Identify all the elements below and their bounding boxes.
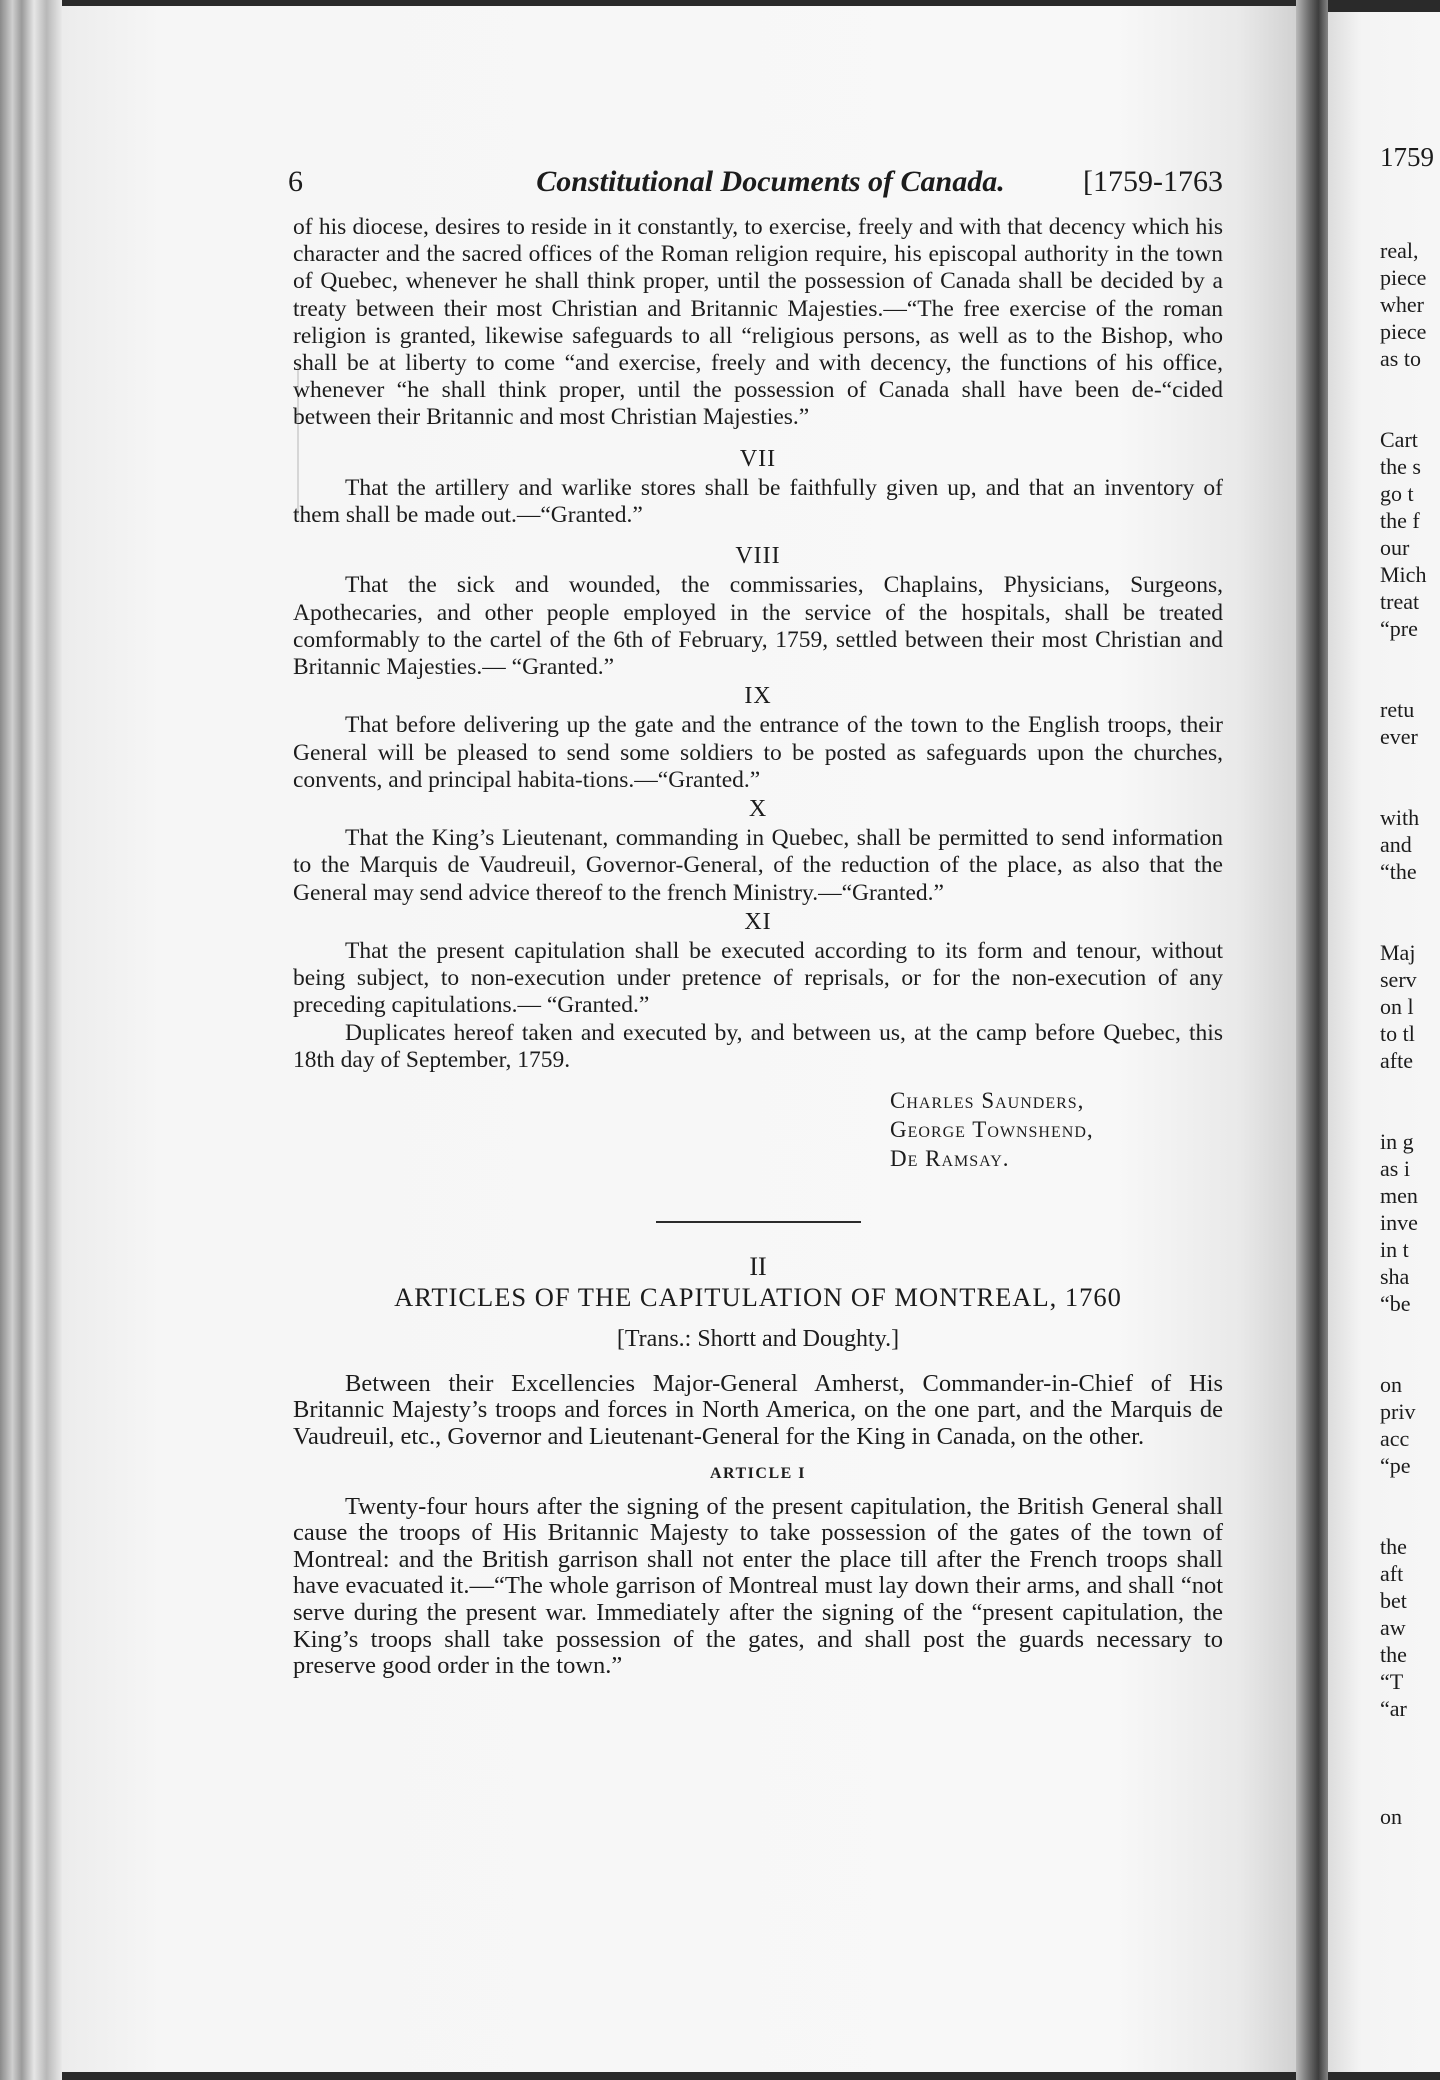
facing-page-line: on <box>1380 1804 1402 1829</box>
facing-page-line <box>1380 1776 1440 1803</box>
facing-page-line <box>1380 777 1440 804</box>
facing-page-line: aw <box>1380 1615 1406 1640</box>
facing-page-line: Mich <box>1380 562 1427 587</box>
signatory: Charles Saunders, <box>890 1088 1085 1114</box>
facing-page-line: “the <box>1380 859 1417 884</box>
facing-page-line <box>1380 399 1440 426</box>
facing-page-line: and <box>1380 832 1412 857</box>
section-number: X <box>748 796 768 823</box>
facing-page-line: the <box>1380 1642 1407 1667</box>
section-text: That the present capitulation shall be executed according to its form and tenour, without being subject, to non-execution under pretence of reprisals, or for the non-execution of any preceding capitulations.— “Granted.” <box>293 938 1223 1019</box>
facing-page-line: treat <box>1380 589 1420 614</box>
facing-page-line <box>1380 1317 1440 1344</box>
facing-page-line <box>1380 912 1440 939</box>
section-number: IX <box>744 683 772 710</box>
book-left-edge <box>0 0 62 2080</box>
facing-page-line: the f <box>1380 508 1420 533</box>
signatories <box>890 1086 1223 1173</box>
facing-page-line <box>1380 669 1440 696</box>
facing-page-line: “be <box>1380 1291 1411 1316</box>
facing-page-line: Maj <box>1380 940 1416 965</box>
facing-page-line <box>1380 1344 1440 1371</box>
facing-page-line <box>1380 885 1440 912</box>
facing-page-line: acc <box>1380 1426 1410 1451</box>
section-text: That the artillery and warlike stores shall be faithfully given up, and that an inventory of them shall be made out.—“Granted.” <box>293 474 1223 529</box>
section-number: VIII <box>735 543 781 570</box>
book-title: Constitutional Documents of Canada. <box>536 165 1005 198</box>
facing-page-line: go t <box>1380 481 1414 506</box>
facing-page-line: piece <box>1380 319 1427 344</box>
facing-page-line: on l <box>1380 994 1414 1019</box>
section-text: That the sick and wounded, the commissaries, Chaplains, Physicians, Surgeons, Apothecaries, and other people employed in the service of the hospitals, shall be treated comformably to the cartel of the 6th of February, 1759, settled between their most Christian and Britannic Majesties.— “Granted.” <box>293 572 1223 681</box>
facing-page-line: on <box>1380 1372 1402 1397</box>
facing-page-line: our <box>1380 535 1410 560</box>
facing-page-line: aft <box>1380 1561 1404 1586</box>
facing-page-line: as to <box>1380 346 1421 371</box>
facing-page-line: men <box>1380 1183 1418 1208</box>
page-number: 6 <box>288 165 303 198</box>
facing-page-line: sha <box>1380 1264 1410 1289</box>
document-number: II <box>749 1252 767 1282</box>
section-text: That before delivering up the gate and the entrance of the town to the English troops, their General will be pleased to send some soldiers to be posted as safeguards upon the churches, convents, and principal habita-tions.—“Granted.” <box>293 712 1223 793</box>
article-text: Twenty-four hours after the signing of the present capitulation, the British General shall cause the troops of His Britannic Majesty to take possession of the gates of the town of Montreal: and the British garrison shall not enter the place till after the French troops shall have evacuated it.—“The whole garrison of Montreal must lay down their arms, and shall “not serve during the present war. Immediately after the signing of the “present capitulation, the King’s troops shall take possession of the gates, and shall post the guards necessary to preserve good order in the town.” <box>293 1492 1223 1680</box>
page-content <box>288 165 1223 1680</box>
facing-page-line <box>1380 1101 1440 1128</box>
duplicates-paragraph: Duplicates hereof taken and executed by, and between us, at the camp before Quebec, this 18th day of September, 1759. <box>293 1019 1223 1073</box>
facing-page-line: retu <box>1380 697 1415 722</box>
date-range: [1759-1763 <box>1083 165 1223 198</box>
facing-page-line: in g <box>1380 1129 1414 1154</box>
facing-page-line: “ar <box>1380 1696 1407 1721</box>
facing-page <box>1328 12 1440 2072</box>
facing-page-line: ever <box>1380 724 1418 749</box>
facing-page-line: afte <box>1380 1048 1413 1073</box>
facing-page-line: serv <box>1380 967 1417 992</box>
facing-page-line: “T <box>1380 1669 1404 1694</box>
facing-page-line: wher <box>1380 292 1424 317</box>
facing-page-line <box>1380 1074 1440 1101</box>
translation-note: [Trans.: Shortt and Doughty.] <box>616 1325 900 1352</box>
facing-page-line: with <box>1380 805 1420 830</box>
facing-page-line: Cart <box>1380 427 1418 452</box>
facing-page-line <box>1380 1722 1440 1749</box>
signatory: George Townshend, <box>890 1117 1094 1143</box>
section-text: That the King’s Lieutenant, commanding in Quebec, shall be permitted to send information to the Marquis de Vaudreuil, Governor-General, of the reduction of the place, as also that the General may send advice thereof to the french Ministry.—“Granted.” <box>293 825 1223 906</box>
facing-page-header: 1759 <box>1380 142 1434 172</box>
section-number: XI <box>744 908 772 935</box>
facing-page-line <box>1380 1749 1440 1776</box>
book-gutter <box>1296 0 1328 2080</box>
facing-page-line: as i <box>1380 1156 1410 1181</box>
running-head <box>288 165 1223 208</box>
article-heading: ARTICLE I <box>709 1465 807 1483</box>
facing-page-line: to tl <box>1380 1021 1415 1046</box>
section-divider <box>656 1221 861 1223</box>
facing-page-line <box>1380 642 1440 669</box>
signatory: De Ramsay. <box>890 1146 1010 1172</box>
facing-page-line <box>1380 372 1440 399</box>
facing-page-line: bet <box>1380 1588 1407 1613</box>
continuation-paragraph: of his diocese, desires to reside in it constantly, to exercise, freely and with that decency which his character and the sacred offices of the Roman religion require, his episcopal authority in the town of Quebec, whenever he shall think proper, until the possession of Canada shall be decided by a treaty between their most Christian and Britannic Majesties.—“The free exercise of the roman religion is granted, likewise safeguards to all “religious persons, as well as to the Bishop, who shall be at liberty to come “and exercise, freely and with decency, the functions of his office, whenever “he shall think proper, until the possession of Canada shall have been de-“cided between their Britannic and most Christian Majesties.” <box>293 214 1223 431</box>
facing-page-line: inve <box>1380 1210 1418 1235</box>
facing-page-line: the s <box>1380 454 1421 479</box>
facing-page-line: in t <box>1380 1237 1409 1262</box>
facing-page-line <box>1380 750 1440 777</box>
facing-page-line: “pre <box>1380 616 1418 641</box>
facing-page-lines <box>1380 237 1440 1830</box>
facing-page-line: real, <box>1380 238 1419 263</box>
facing-page-line <box>1380 1479 1440 1506</box>
document-title: ARTICLES OF THE CAPITULATION OF MONTREAL, 1760 <box>394 1282 1122 1313</box>
facing-page-line: “pe <box>1380 1453 1411 1478</box>
facing-page-line: piece <box>1380 265 1427 290</box>
section-number: VII <box>739 445 777 472</box>
preamble-paragraph: Between their Excellencies Major-General Amherst, Commander-in-Chief of His Britannic Majesty’s troops and forces in North America, on the one part, and the Marquis de Vaudreuil, etc., Governor and Lieutenant-General for the King in Canada, on the other. <box>293 1369 1223 1450</box>
facing-page-line: priv <box>1380 1399 1416 1424</box>
facing-page-line: the <box>1380 1534 1407 1559</box>
facing-page-line <box>1380 1506 1440 1533</box>
